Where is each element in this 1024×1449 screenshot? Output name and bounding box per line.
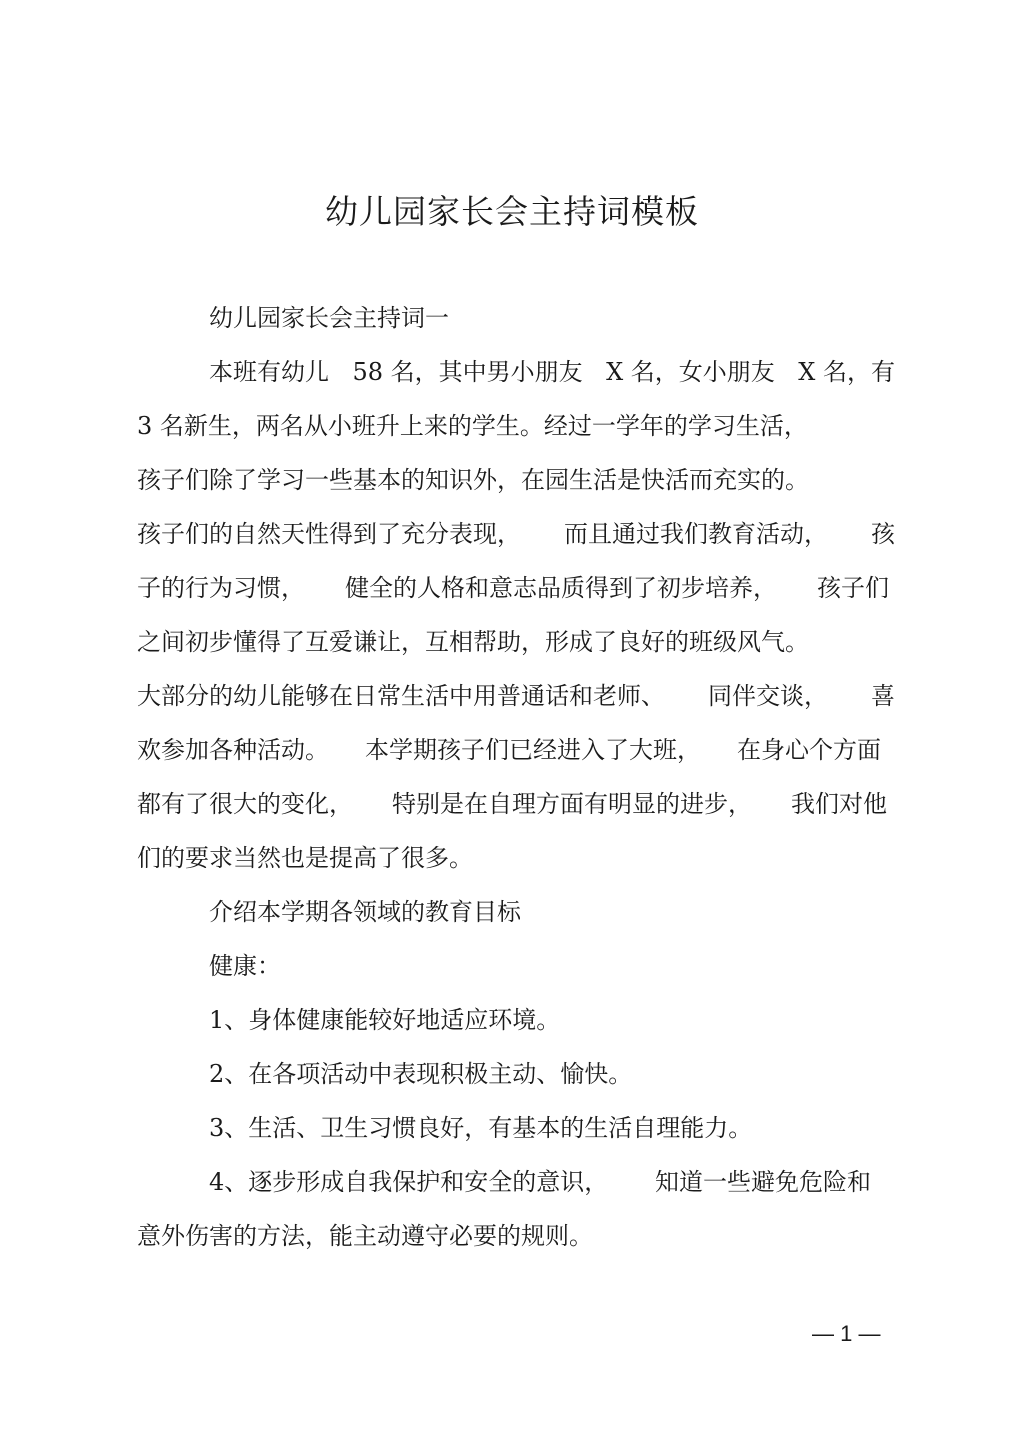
paragraph-line: 孩子们的自然天性得到了充分表现， 而且通过我们教育活动， 孩 <box>137 520 895 548</box>
list-item-continuation: 意外伤害的方法，能主动遵守必要的规则。 <box>137 1222 593 1250</box>
list-item: 4、逐步形成自我保护和安全的意识， 知道一些避免危险和 <box>209 1168 871 1196</box>
paragraph-line: 本班有幼儿 58 名，其中男小朋友 X 名，女小朋友 X 名，有 <box>209 358 895 386</box>
paragraph-line: 之间初步懂得了互爱谦让，互相帮助，形成了良好的班级风气。 <box>137 628 809 656</box>
list-item: 2、在各项活动中表现积极主动、愉快。 <box>209 1060 633 1088</box>
paragraph-line: 欢参加各种活动。 本学期孩子们已经进入了大班， 在身心个方面 <box>137 736 881 764</box>
health-label: 健康： <box>209 952 281 980</box>
section-heading-2: 介绍本学期各领域的教育目标 <box>209 898 521 926</box>
paragraph-line: 们的要求当然也是提高了很多。 <box>137 844 473 872</box>
paragraph-line: 3 名新生，两名从小班升上来的学生。经过一学年的学习生活， <box>137 412 808 440</box>
paragraph-line: 子的行为习惯， 健全的人格和意志品质得到了初步培养， 孩子们 <box>137 574 889 602</box>
paragraph-line: 孩子们除了学习一些基本的知识外，在园生活是快活而充实的。 <box>137 466 809 494</box>
paragraph-line: 大部分的幼儿能够在日常生活中用普通话和老师、 同伴交谈， 喜 <box>137 682 895 710</box>
list-item: 1、身体健康能较好地适应环境。 <box>209 1006 561 1034</box>
section-heading-1: 幼儿园家长会主持词一 <box>209 304 449 332</box>
list-item: 3、生活、卫生习惯良好，有基本的生活自理能力。 <box>209 1114 753 1142</box>
page-number: — 1 — <box>812 1321 881 1346</box>
paragraph-line: 都有了很大的变化， 特别是在自理方面有明显的进步， 我们对他 <box>137 790 887 818</box>
document-title: 幼儿园家长会主持词模板 <box>325 192 699 231</box>
